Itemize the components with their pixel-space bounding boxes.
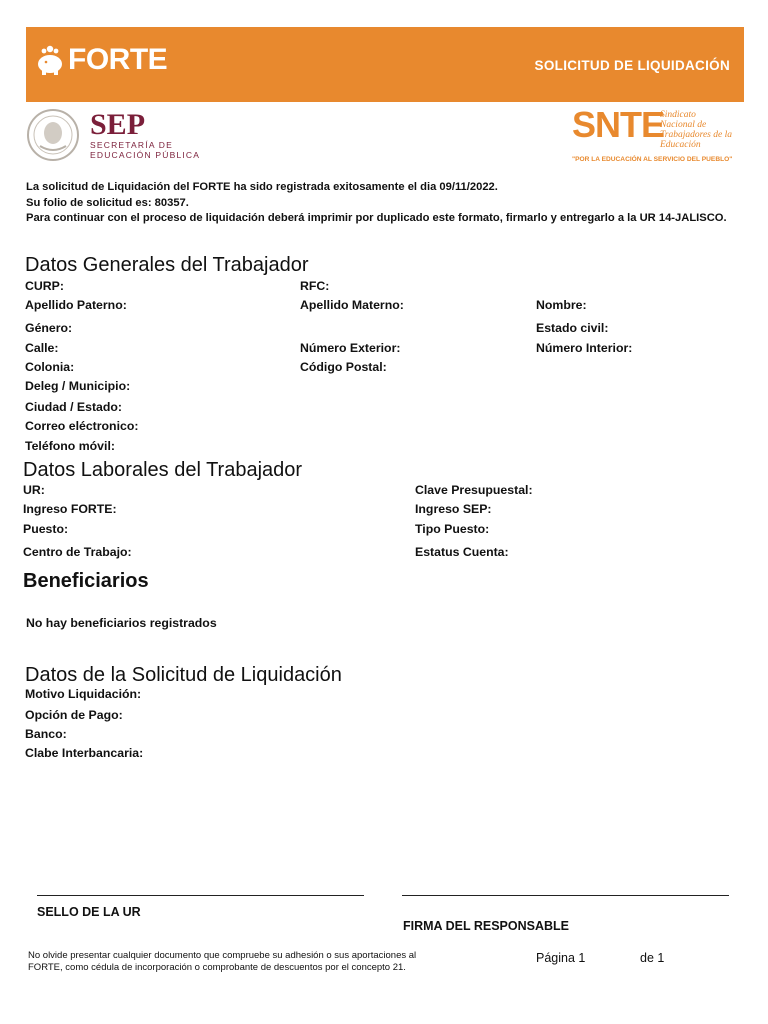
field-codigo-postal: Código Postal: (300, 360, 387, 374)
intro-line-3: Para continuar con el proceso de liquidación deberá imprimir por duplicado este formato, firmarlo y entregarlo a la UR 14-JALISCO. (26, 212, 727, 224)
sep-logo-text: SEP (90, 108, 146, 141)
page-number: Página 1 (536, 951, 586, 965)
field-motivo-liquidacion: Motivo Liquidación: (25, 687, 142, 701)
sep-subtitle-line1: SECRETARÍA DE (90, 140, 173, 150)
document-title: SOLICITUD DE LIQUIDACIÓN (534, 58, 730, 73)
forte-logo (36, 42, 167, 78)
field-tipo-puesto: Tipo Puesto: (415, 522, 490, 536)
field-telefono: Teléfono móvil: (25, 439, 115, 453)
sep-subtitle-line2: EDUCACIÓN PÚBLICA (90, 150, 201, 160)
field-centro-trabajo: Centro de Trabajo: (23, 545, 132, 559)
field-clabe: Clabe Interbancaria: (25, 746, 144, 760)
snte-name-line2: Nacional de (660, 120, 707, 130)
field-banco: Banco: (25, 727, 67, 741)
footer-note-line2: FORTE, como cédula de incorporación o comprobante de descuentos por el concepto 21. (28, 962, 406, 973)
field-ciudad: Ciudad / Estado: (25, 400, 123, 414)
field-numero-interior: Número Interior: (536, 341, 633, 355)
sep-logo (26, 108, 200, 162)
field-numero-exterior: Número Exterior: (300, 341, 401, 355)
piggy-bank-icon (36, 42, 64, 78)
intro-line-1: La solicitud de Liquidación del FORTE ha sido registrada exitosamente el dia 09/11/2022. (26, 181, 498, 193)
signature-line-firma (402, 895, 729, 896)
national-seal-icon (26, 108, 80, 162)
footer-note-line1: No olvide presentar cualquier documento que compruebe su adhesión o sus aportaciones al (28, 950, 417, 961)
snte-name-line1: Sindicato (660, 110, 696, 120)
field-ur: UR: (23, 483, 45, 497)
section-title-generales: Datos Generales del Trabajador (25, 254, 309, 276)
firma-label: FIRMA DEL RESPONSABLE (403, 919, 569, 933)
snte-full-name (660, 110, 750, 150)
snte-name-line4: Educación (660, 140, 701, 150)
field-rfc: RFC: (300, 279, 330, 293)
field-nombre: Nombre: (536, 298, 587, 312)
field-genero: Género: (25, 321, 73, 335)
field-estatus-cuenta: Estatus Cuenta: (415, 545, 509, 559)
snte-logo-text: SNTE (572, 104, 665, 145)
field-apellido-materno: Apellido Materno: (300, 298, 404, 312)
field-ingreso-sep: Ingreso SEP: (415, 502, 492, 516)
snte-logo (570, 104, 746, 168)
signature-line-sello (37, 895, 364, 896)
section-title-beneficiarios: Beneficiarios (23, 570, 149, 592)
field-colonia: Colonia: (25, 360, 75, 374)
field-calle: Calle: (25, 341, 59, 355)
field-municipio: Deleg / Municipio: (25, 379, 131, 393)
field-curp: CURP: (25, 279, 64, 293)
field-estado-civil: Estado civil: (536, 321, 609, 335)
section-title-solicitud: Datos de la Solicitud de Liquidación (25, 664, 342, 686)
snte-slogan: "POR LA EDUCACIÓN AL SERVICIO DEL PUEBLO" (572, 156, 733, 163)
field-puesto: Puesto: (23, 522, 69, 536)
beneficiarios-empty-text: No hay beneficiarios registrados (26, 616, 217, 630)
sello-label: SELLO DE LA UR (37, 905, 141, 919)
section-title-laborales: Datos Laborales del Trabajador (23, 459, 303, 481)
field-clave-presupuestal: Clave Presupuestal: (415, 483, 533, 497)
field-ingreso-forte: Ingreso FORTE: (23, 502, 117, 516)
field-opcion-pago: Opción de Pago: (25, 708, 123, 722)
snte-name-line3: Trabajadores de la (660, 130, 732, 140)
page-total: de 1 (640, 951, 665, 965)
forte-logo-text: FORTE (68, 43, 168, 76)
field-apellido-paterno: Apellido Paterno: (25, 298, 127, 312)
intro-line-2: Su folio de solicitud es: 80357. (26, 197, 189, 209)
field-correo: Correo eléctronico: (25, 419, 139, 433)
footer-note (28, 950, 458, 974)
